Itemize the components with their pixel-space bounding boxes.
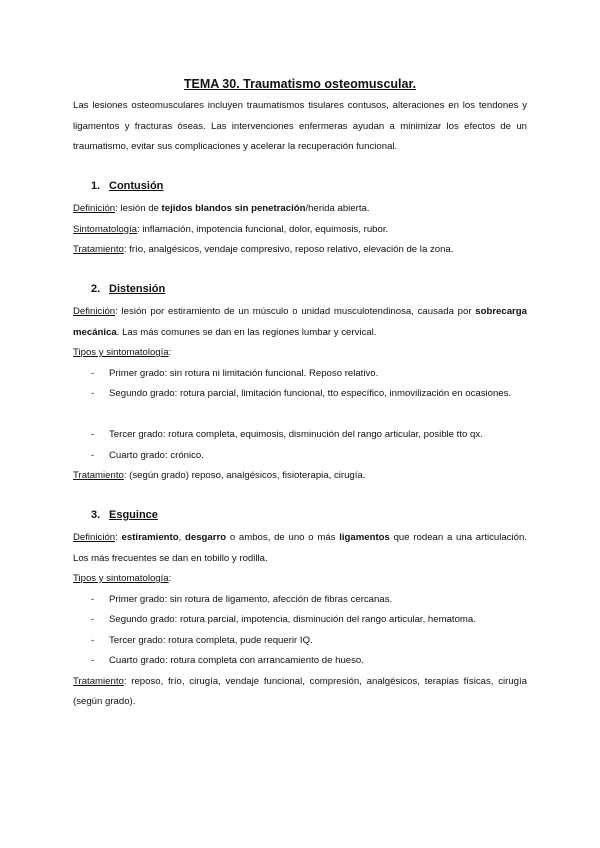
list-item (91, 610, 527, 631)
text-run: . Las más comunes se dan en las regiones lumbar y cervical. (116, 326, 377, 338)
list-item-text: Primer grado: sin rotura de ligamento, afección de fibras cercanas. (109, 593, 393, 605)
bullet-dash: - (91, 593, 95, 605)
text-run: : lesión por estiramiento de un músculo o unidad musculotendinosa, causada por (115, 306, 476, 317)
section-title: Esguince (109, 509, 158, 521)
esguince-definition (73, 528, 527, 569)
text-run: /herida abierta. (305, 203, 370, 214)
text-run: : (168, 573, 172, 584)
bullet-dash: - (91, 388, 95, 399)
list-item-text: Tercer grado: rotura completa, equimosis, disminución del rango articular, posible tto qx. (109, 429, 483, 440)
bullet-dash: - (91, 367, 95, 379)
symptoms-label: Sintomatología (73, 223, 137, 235)
bold-run: estiramiento (121, 532, 179, 543)
list-item (91, 425, 527, 446)
text-run: , (178, 532, 186, 543)
esguince-types-heading (73, 569, 527, 590)
esguince-treatment (73, 672, 527, 713)
text-run: : inflamación, impotencia funcional, dolor, equimosis, rubor. (137, 223, 389, 235)
definition-label: Definición (73, 306, 116, 317)
section-title: Distensión (109, 283, 166, 295)
definition-label: Definición (73, 203, 116, 214)
list-item-text: Segundo grado: rotura parcial, impotencia, disminución del rango articular, hematoma. (109, 614, 476, 625)
bullet-dash: - (91, 634, 95, 646)
list-item (91, 590, 527, 611)
section-heading-contusion (91, 180, 163, 192)
bold-run: sobrecarga mecánica (73, 306, 527, 338)
bold-run: tejidos blandos sin penetración (161, 203, 306, 214)
distension-types-heading (73, 343, 527, 364)
list-item (91, 651, 527, 672)
list-item-text: Primer grado: sin rotura ni limitación funcional. Reposo relativo. (109, 367, 379, 379)
types-label: Tipos y sintomatología (73, 347, 169, 358)
section-heading-distension (91, 283, 165, 295)
bullet-dash: - (91, 449, 95, 461)
text-run: que rodean a una articulación. Los más frecuentes se dan en tobillo y rodilla. (73, 532, 527, 564)
list-item (91, 384, 527, 405)
contusion-treatment (73, 240, 527, 261)
bullet-dash: - (91, 429, 95, 440)
bold-run: ligamentos (339, 532, 390, 543)
treatment-label: Tratamiento (73, 470, 124, 481)
section-number: 1. (91, 180, 101, 192)
list-item-text: Tercer grado: rotura completa, pude requerir IQ. (109, 634, 313, 646)
page-title: TEMA 30. Traumatismo osteomuscular. (183, 77, 417, 91)
text-run: : (según grado) reposo, analgésicos, fisioterapia, cirugía. (123, 470, 366, 481)
distension-definition (73, 302, 527, 343)
list-item-text: Segundo grado: rotura parcial, limitación funcional, tto específico, inmovilización en ocasiones. (109, 388, 512, 399)
intro-paragraph: Las lesiones osteomusculares incluyen traumatismos tisulares contusos, alteraciones en los tendones y ligamentos y fracturas óseas. Las intervenciones enfermeras ayudan a minimizar los efectos de un traumatismo, evitar sus complicaciones y acelerar la recuperación funcional. (73, 100, 527, 152)
section-title: Contusión (109, 180, 164, 192)
treatment-label: Tratamiento (73, 244, 124, 255)
section-number: 3. (91, 509, 101, 521)
section-number: 2. (91, 283, 101, 295)
distension-treatment (73, 466, 527, 487)
text-run: : frío, analgésicos, vendaje compresivo, reposo relativo, elevación de la zona. (123, 244, 454, 255)
text-run: : lesión de (115, 203, 162, 214)
bullet-dash: - (91, 614, 95, 625)
bullet-dash: - (91, 655, 95, 666)
contusion-definition (73, 199, 527, 220)
section-heading-esguince (91, 509, 158, 521)
list-item-text: Cuarto grado: crónico. (109, 449, 204, 461)
definition-label: Definición (73, 532, 116, 543)
list-item (91, 364, 527, 385)
treatment-label: Tratamiento (73, 675, 124, 687)
text-run: : (115, 532, 122, 543)
bold-run: desgarro (185, 532, 227, 543)
contusion-symptoms (73, 220, 527, 241)
types-label: Tipos y sintomatología (73, 573, 169, 584)
list-item (91, 631, 527, 652)
text-run: : (168, 347, 172, 358)
list-item (91, 446, 527, 467)
text-run: o ambos, de uno o más (226, 532, 340, 543)
list-item-text: Cuarto grado: rotura completa con arrancamiento de hueso. (109, 655, 364, 666)
text-run: : reposo, frío, cirugía, vendaje funcional, compresión, analgésicos, terapias físicas, cirugía (según grado). (73, 675, 527, 707)
